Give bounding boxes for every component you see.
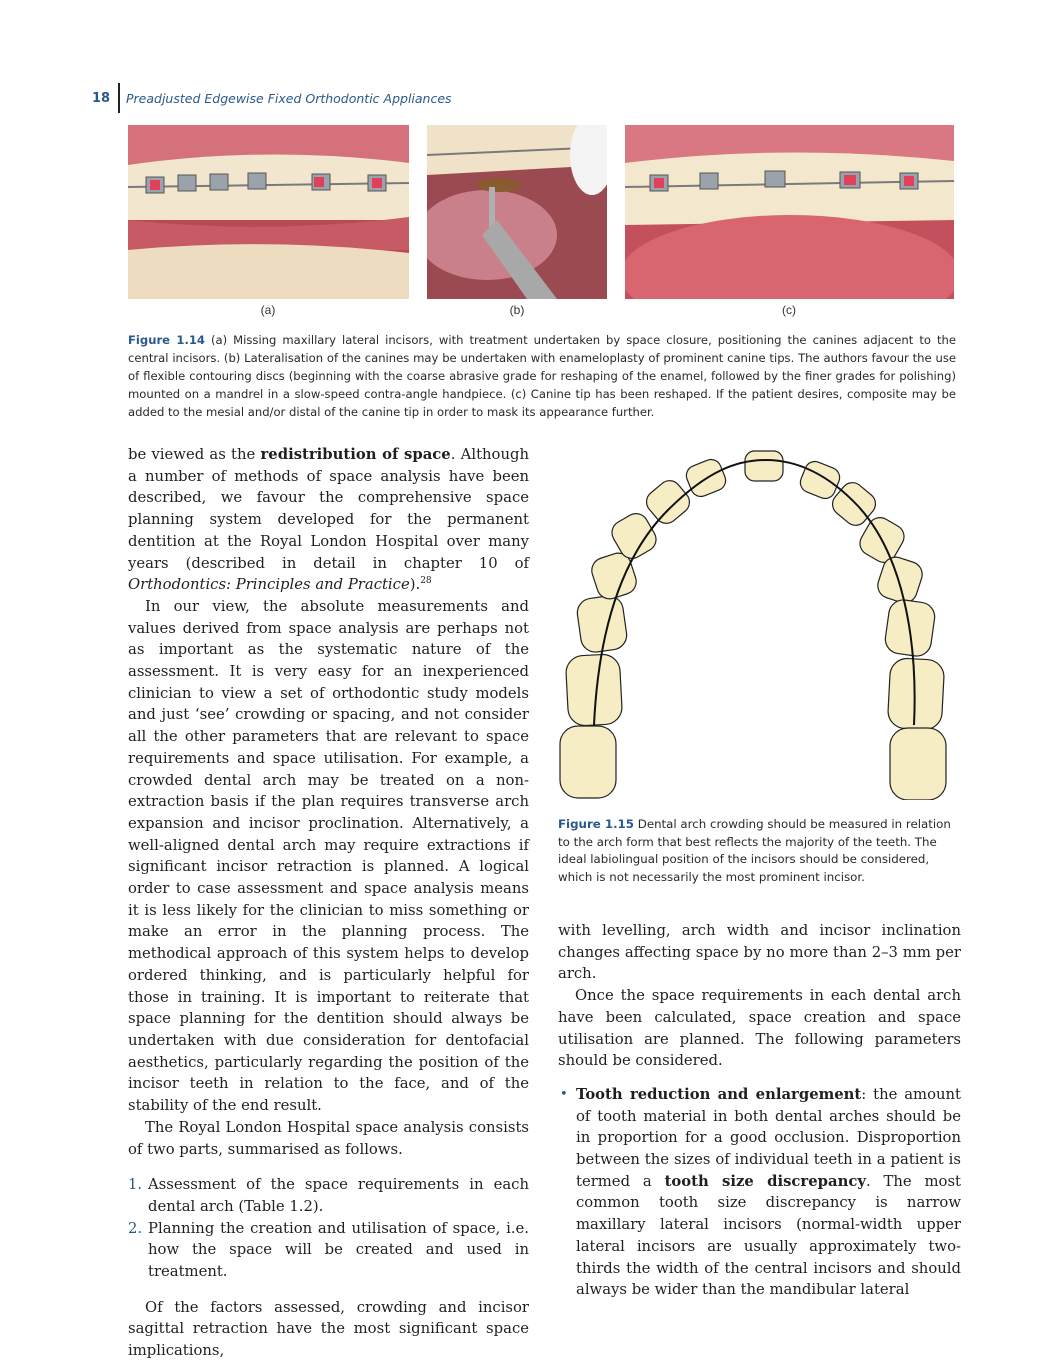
term-redistribution-of-space: redistribution of space: [260, 446, 451, 463]
paragraph: Once the space requirements in each dental arch have been calculated, space creation and space utilisation are planned. The following parameters should be considered.: [558, 987, 961, 1070]
figure-1-15-caption: [558, 816, 956, 886]
panel-label-c: (c): [782, 303, 796, 317]
tooth-shape: [745, 451, 783, 481]
tooth-shape: [890, 728, 946, 800]
header-divider: [118, 83, 120, 113]
bullet-icon: •: [560, 1086, 568, 1102]
list-item: 1. Assessment of the space requirements in each dental arch (Table 1.2).: [128, 1176, 529, 1215]
tooth-shape: [642, 476, 694, 528]
figure-1-15-caption-text: Dental arch crowding should be measured in relation to the arch form that best reflects the majority of the teeth. The ideal labiolingual position of the incisors should be considered, which is not necessarily the most prominent incisor.: [558, 817, 951, 884]
list-item: 2. Planning the creation and utilisation of space, i.e. how the space will be created and used in treatment.: [128, 1219, 529, 1281]
left-column: [128, 444, 529, 1362]
figure-1-14-photo-a: [128, 125, 409, 299]
panel-label-b: (b): [509, 303, 525, 317]
dental-arch-svg: [558, 440, 956, 800]
figure-1-15-label: Figure 1.15: [558, 817, 634, 831]
running-head: [92, 83, 452, 113]
tooth-shape: [575, 594, 628, 654]
tooth-shape: [887, 658, 945, 731]
term-tooth-reduction: Tooth reduction and enlargement: [576, 1085, 862, 1103]
figure-1-15-arch-diagram: [558, 440, 956, 800]
page-number: 18: [92, 90, 111, 106]
paragraph: In our view, the absolute measurements and values derived from space analysis are perhaps not as important as the systematic nature of the assessment. It is very easy for an inexperienced clinician to view a set of orthodontic study models and just ‘see’ crowding or spacing, and not consider all the other parameters that are relevant to space requirements and space utilisation. For example, a crowded dental arch may be treated on a non-extraction basis if the plan requires transverse arch expansion and incisor proclination. Alternatively, a well-aligned dental arch may require extractions if significant incisor retraction is planned. A logical order to case assessment and space analysis means it is less likely for the clinician to miss something or make an error in the planning process. The methodical approach of this system helps to develop ordered thinking, and is particularly helpful for those in training. It is important to reiterate that space planning for the dentition should always be undertaken with due consideration for dentofacial aesthetics, particularly regarding the position of the incisor teeth in relation to the face, and of the stability of the end result.: [128, 597, 529, 1115]
right-column: [558, 920, 961, 1301]
paragraph: The Royal London Hospital space analysis consists of two parts, summarised as follows.: [128, 1118, 529, 1158]
paragraph: Of the factors assessed, crowding and incisor sagittal retraction have the most significant space implications,: [128, 1298, 529, 1360]
citation-ref: 28: [420, 576, 432, 587]
figure-1-14-label: Figure 1.14: [128, 333, 205, 347]
figure-1-14-photo-b: [427, 125, 607, 299]
tooth-shape: [797, 458, 842, 501]
panel-label-a: (a): [260, 303, 276, 317]
figure-1-14-caption-text: (a) Missing maxillary lateral incisors, with treatment undertaken by space closure, positioning the canines adjacent to the central incisors. (b) Lateralisation of the canines may be undertaken with enameloplasty of prominent canine tips. The authors favour the use of flexible contouring discs (beginning with the coarse abrasive grade for reshaping of the enamel, followed by the finer grades for polishing) mounted on a mandrel in a slow-speed contra-angle handpiece. (c) Canine tip has been reshaped. If the patient desires, composite may be added to the mesial and/or distal of the canine tip in order to mask its appearance further.: [128, 333, 956, 419]
term-tooth-size-discrepancy: tooth size discrepancy: [664, 1172, 866, 1190]
book-title: Preadjusted Edgewise Fixed Orthodontic Appliances: [126, 90, 452, 106]
paragraph: with levelling, arch width and incisor inclination changes affecting space by no more than 2–3 mm per arch.: [558, 922, 961, 983]
book-reference: Orthodontics: Principles and Practice: [128, 576, 410, 594]
figure-1-14-caption: [128, 331, 956, 421]
numbered-list: [128, 1174, 529, 1283]
paragraph: be viewed as the redistribution of space. Although a number of methods of space analysis have been described, we favour the comprehensive space planning system developed for the permanent dentition at the Royal London Hospital over many years (described in detail in chapter 10 of Orthodontics: Principles and Practice).$^{28}$: [128, 446, 529, 594]
tooth-shape: [560, 726, 616, 798]
figure-1-14-photo-c: [625, 125, 954, 299]
bullet-item: • Tooth reduction and enlargement: the amount of tooth material in both dental arches should be in proportion for a good occlusion. Disproportion between the sizes of individual teeth in a patient is termed a tooth size discrepancy. The most common tooth size discrepancy is narrow maxillary lateral incisors (normal-width upper lateral incisors are usually approximately two-thirds the width of the central incisors and should always be wider than the mandibular lateral: [560, 1085, 962, 1299]
